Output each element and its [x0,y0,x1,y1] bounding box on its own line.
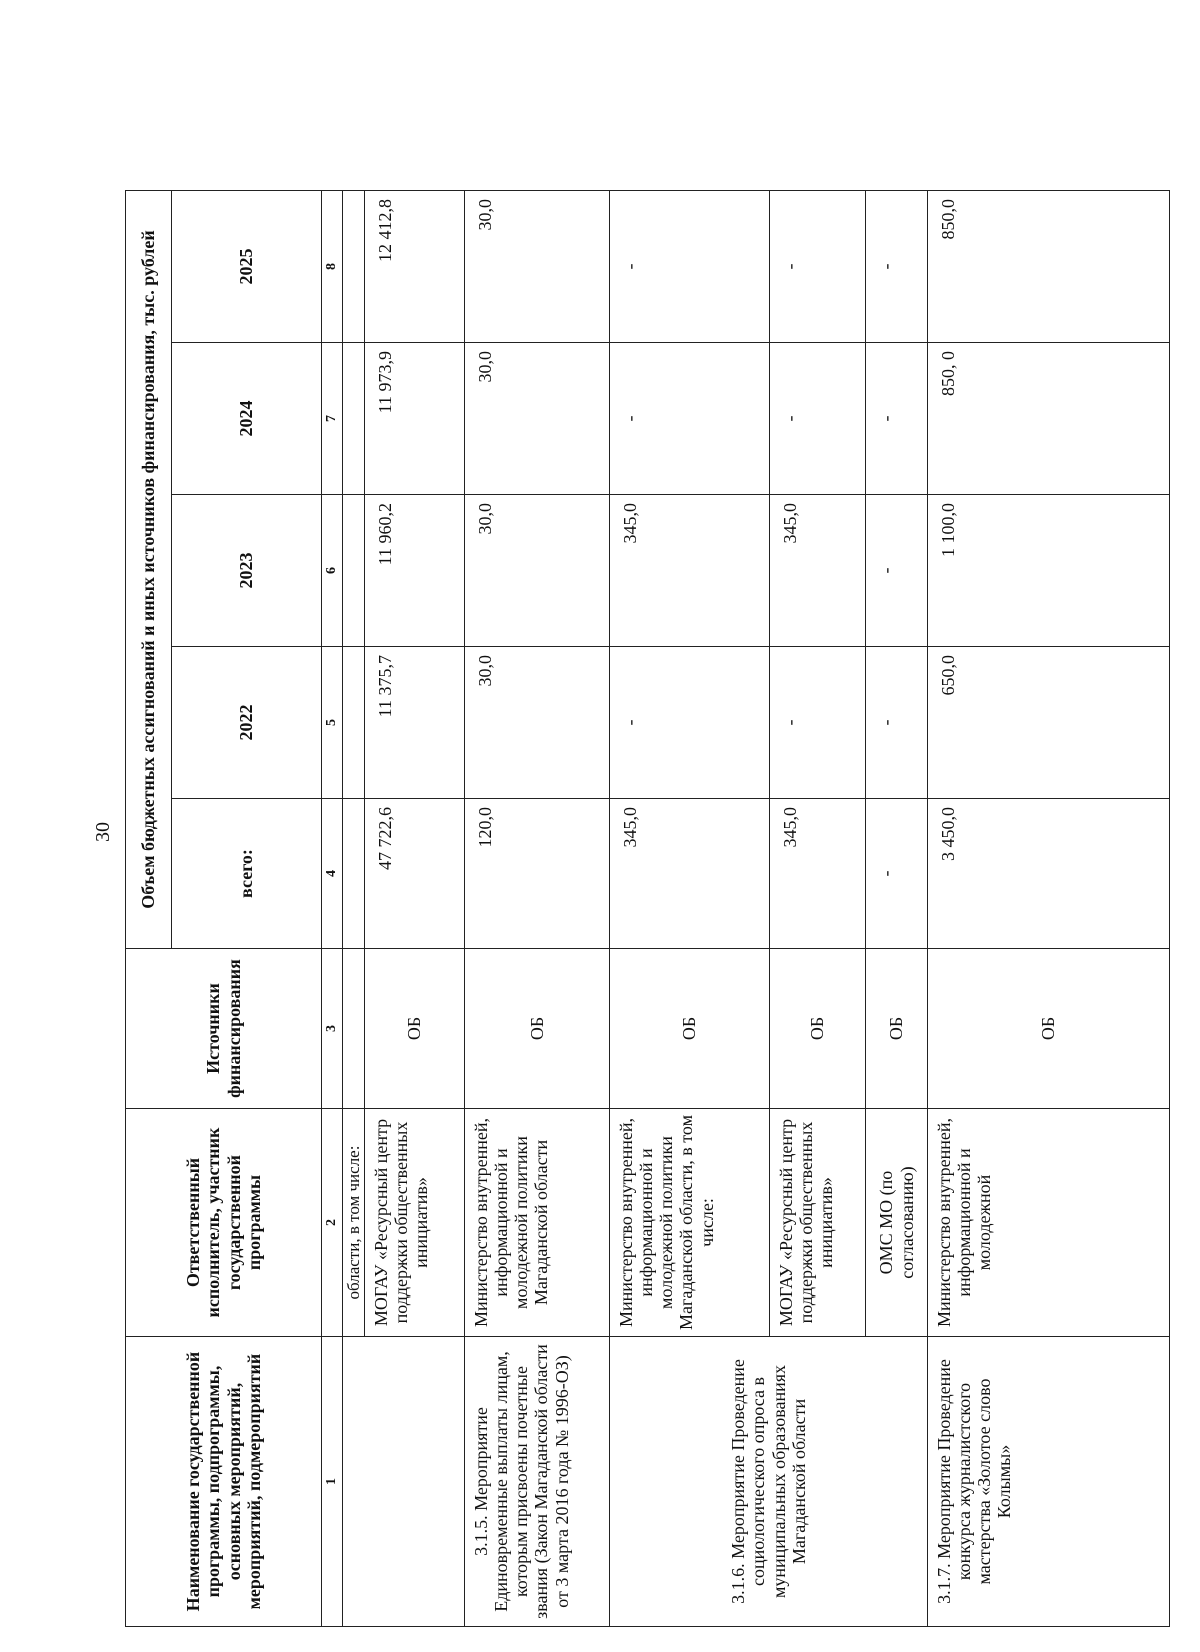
table-cell: Министерство внутренней, информационной и молодежной политики Магаданской области [465,1109,610,1337]
col-number: 2 [322,1109,343,1337]
table-cell: 11 375,7 [365,647,465,799]
table-cell: 30,0 [465,647,610,799]
table-cell: 3.1.5. Мероприятие Единовременные выплаты лицам, которым присвоены почетные звания (Закон Магаданской области от 3 марта 2016 года № 1996-ОЗ) [465,1337,610,1627]
header-2022: 2022 [172,647,322,799]
table-cell: - [866,343,928,495]
table-cell: ОБ [928,949,1170,1109]
table-cell: - [770,343,866,495]
header-col2: Ответственный исполнитель, участник государственной программы [126,1109,322,1337]
table-cell: ОБ [365,949,465,1109]
table-cell: 850, 0 [928,343,1170,495]
table-cell: 30,0 [465,343,610,495]
table-cell: 345,0 [610,495,770,647]
header-2025: 2025 [172,191,322,343]
table-cell: области, в том числе: [343,1109,365,1337]
table-cell: 3 450,0 [928,799,1170,949]
table-cell: ОБ [465,949,610,1109]
col-number: 6 [322,495,343,647]
header-col3: Источники финансирования [126,949,322,1109]
table-cell: - [866,191,928,343]
table-cell: МОГАУ «Ресурсный центр поддержки общественных инициатив» [770,1109,866,1337]
table-cell: 30,0 [465,191,610,343]
table-cell: Министерство внутренней, информационной и молодежной политики Магаданской области, в том числе: [610,1109,770,1337]
header-total: всего: [172,799,322,949]
table-cell: 3.1.7. Мероприятие Проведение конкурса журналистского мастерства «Золотое слово Колымы» [928,1337,1170,1627]
table-cell: МОГАУ «Ресурсный центр поддержки общественных инициатив» [365,1109,465,1337]
header-col1: Наименование государственной программы, подпрограммы, основных мероприятий, мероприятий, подмероприятий [126,1337,322,1627]
financing-table [125,47,1170,1628]
header-2023: 2023 [172,495,322,647]
table-cell [343,343,365,495]
header-2024: 2024 [172,343,322,495]
col-number: 7 [322,343,343,495]
table-cell: ОБ [770,949,866,1109]
table-cell: 345,0 [770,495,866,647]
table-cell: ОМС МО (по согласованию) [866,1109,928,1337]
table-cell: - [866,799,928,949]
col-number: 8 [322,191,343,343]
table-cell: 850,0 [928,191,1170,343]
table-cell: 11 973,9 [365,343,465,495]
table-cell: 1 100,0 [928,495,1170,647]
table-cell: - [866,647,928,799]
table-cell [343,647,365,799]
table-cell [343,1337,465,1627]
table-cell: 345,0 [610,799,770,949]
page-number: 30 [92,822,114,842]
table-cell: ОБ [866,949,928,1109]
table-cell: - [610,191,770,343]
table-cell: 11 960,2 [365,495,465,647]
table-cell: 345,0 [770,799,866,949]
col-number: 3 [322,949,343,1109]
table-cell [343,949,365,1109]
table-cell [343,799,365,949]
col-number: 1 [322,1337,343,1627]
rotated-table-wrapper [125,47,1170,1627]
table-cell: ОБ [610,949,770,1109]
table-cell: 30,0 [465,495,610,647]
table-cell: - [770,647,866,799]
table-cell: Министерство внутренней, информационной и молодежной [928,1109,1170,1337]
table-cell: - [610,343,770,495]
table-cell: 12 412,8 [365,191,465,343]
table-cell: - [770,191,866,343]
table-cell: 3.1.6. Мероприятие Проведение социологического опроса в муниципальных образованиях Магаданской области [610,1337,928,1627]
col-number: 5 [322,647,343,799]
table-cell [343,191,365,343]
col-number: 4 [322,799,343,949]
table-cell: - [610,647,770,799]
table-cell [343,495,365,647]
table-cell: 650,0 [928,647,1170,799]
header-group: Объем бюджетных ассигнований и иных источников финансирования, тыс. рублей [126,191,172,949]
table-cell: - [866,495,928,647]
table-cell: 120,0 [465,799,610,949]
table-cell: 47 722,6 [365,799,465,949]
